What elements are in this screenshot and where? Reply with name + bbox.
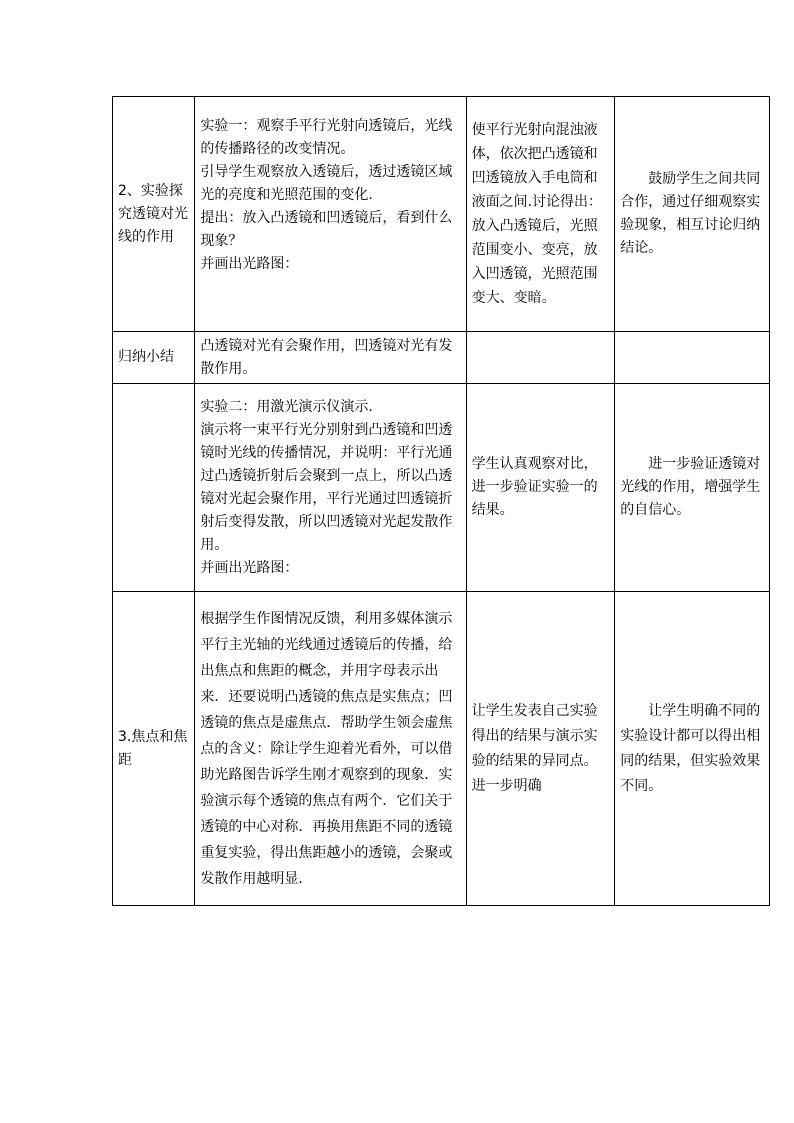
table-row (113, 384, 770, 592)
student-activity-cell (466, 384, 615, 592)
student-activity-cell (466, 97, 615, 332)
teacher-line: 凸透镜对光有会聚作用，凹透镜对光有发散作用。 (200, 337, 453, 377)
teacher-activity-cell (195, 592, 466, 906)
stage-cell (113, 97, 195, 332)
teacher-line: 实验一：观察手平行光射向透镜后，光线的传播路径的改变情况。 (200, 118, 453, 157)
stage-label: 3.焦点和焦距 (118, 728, 188, 768)
table-row (113, 592, 770, 906)
design-intent-cell (615, 97, 770, 332)
lesson-plan-table (112, 96, 770, 906)
stage-label: 2、实验探究透镜对光线的作用 (118, 182, 188, 245)
teacher-activity-cell (195, 332, 466, 384)
teacher-activity-cell (195, 384, 466, 592)
stage-cell (113, 592, 195, 906)
stage-cell (113, 384, 195, 592)
teacher-line: 实验二：用激光演示仪演示. (200, 398, 373, 415)
teacher-line: 根据学生作图情况反馈，利用多媒体演示平行主光轴的光线通过透镜后的传播，给出焦点和焦距的概念，并用字母表示出来．还要说明凸透镜的焦点是实焦点；凹透镜的焦点是虚焦点．帮助学生领会虚焦点的含义：除让学生迎着光看外，可以借助光路图告诉学生刚才观察到的现象．实验演示每个透镜的焦点有两个．它们关于透镜的中心对称．再换用焦距不同的透镜重复实验，得出焦距越小的透镜，会聚或发散作用越明显. (200, 610, 453, 887)
student-activity-text: 使平行光射向混浊液体，依次把凸透镜和凹透镜放入手电筒和液面之间.讨论得出：放入凸透镜后，光照范围变小、变亮，放入凹透镜，光照范围变大、变暗。 (471, 122, 603, 306)
table-row (113, 332, 770, 384)
stage-cell (113, 332, 195, 384)
teacher-line: 并画出光路图： (200, 256, 299, 272)
student-activity-cell (466, 332, 615, 384)
student-activity-cell (466, 592, 615, 906)
teacher-activity-cell (195, 97, 466, 332)
design-intent-text: 进一步验证透镜对光线的作用，增强学生的自信心。 (620, 456, 761, 518)
design-intent-cell (615, 332, 770, 384)
teacher-line: 提出：放入凸透镜和凹透镜后，看到什么现象？ (200, 210, 453, 249)
design-intent-text: 鼓励学生之间共同合作，通过仔细观察实验现象，相互讨论归纳结论。 (620, 171, 761, 256)
teacher-line: 并画出光路图： (200, 559, 299, 576)
design-intent-cell (615, 592, 770, 906)
table-row (113, 97, 770, 332)
teacher-line: 引导学生观察放入透镜后，透过透镜区域光的亮度和光照范围的变化. (200, 164, 453, 203)
teacher-line: 演示将一束平行光分别射到凸透镜和凹透镜时光线的传播情况，并说明：平行光通过凸透镜折射后会聚到一点上，所以凸透镜对光起会聚作用，平行光通过凹透镜折射后变得发散，所以凹透镜对光起发散作用。 (200, 421, 453, 553)
student-activity-text: 让学生发表自己实验得出的结果与演示实验的结果的异同点。进一步明确 (471, 702, 598, 794)
design-intent-text: 让学生明确不同的实验设计都可以得出相同的结果，但实验效果不同。 (620, 702, 761, 794)
design-intent-cell (615, 384, 770, 592)
student-activity-text: 学生认真观察对比，进一步验证实验一的结果。 (471, 456, 598, 518)
stage-label: 归纳小结 (118, 349, 174, 365)
